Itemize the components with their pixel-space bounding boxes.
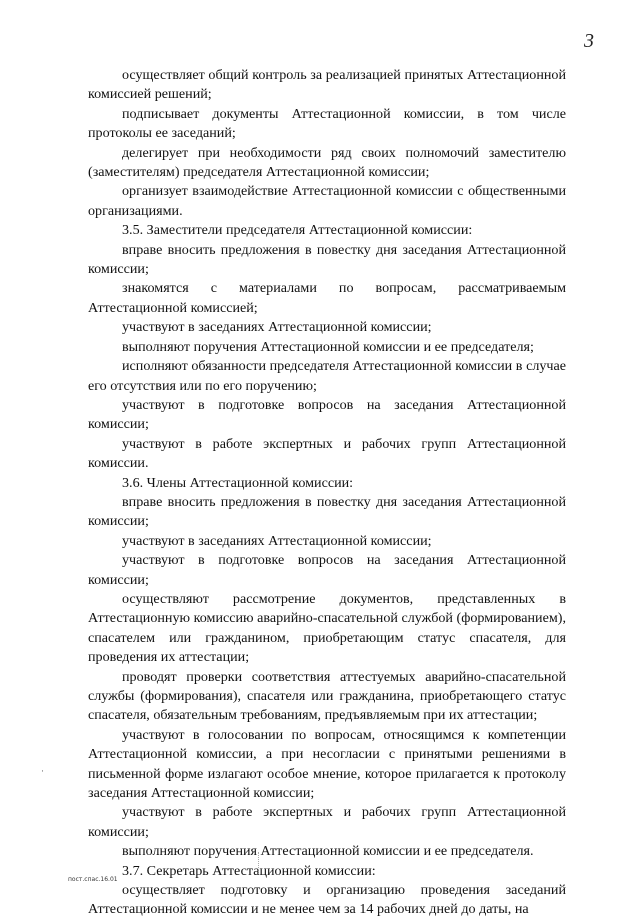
section-heading: 3.6. Члены Аттестационной комиссии: [122, 474, 354, 491]
paragraph: участвуют в работе экспертных и рабочих групп Аттестационной комиссии; [88, 804, 566, 840]
footer-code: пост.спас.16.01 [68, 876, 118, 883]
paragraph: вправе вносить предложения в повестку дня заседания Аттестационной комиссии; [88, 241, 566, 278]
paragraph: осуществляет общий контроль за реализацией принятых Аттестационной комиссией решений; [88, 67, 566, 103]
paragraph: проводят проверки соответствия аттестуемых аварийно-спасательной службы (формирования), спасателя или гражданина, приобретающего статус спасателя, обязательным требованиям, предъявляемым при их аттестации; [88, 668, 566, 724]
paragraph: участвуют в заседаниях Аттестационной комиссии; [122, 532, 432, 549]
paragraph: участвуют в подготовке вопросов на заседания Аттестационной комиссии; [88, 552, 566, 588]
document-body [88, 66, 566, 920]
paragraph: осуществляет подготовку и организацию проведения заседаний Аттестационной комиссии и не менее чем за 14 рабочих дней до даты, на [88, 882, 566, 918]
scan-speck: · [41, 766, 44, 776]
paragraph: осуществляют рассмотрение документов, представленных в Аттестационную комиссию аварийно-спасательной службой (формированием), спасателем или гражданином, приобретающим статус спасателя, для проведения их аттестации; [88, 590, 566, 666]
paragraph: участвуют в подготовке вопросов на заседания Аттестационной комиссии; [88, 396, 566, 433]
paragraph: участвуют в голосовании по вопросам, относящимся к компетенции Аттестационной комиссии, а при несогласии с принятыми решениями в письменной форме излагают особое мнение, которое прилагается к протоколу заседания Аттестационной комиссии; [88, 726, 566, 802]
paragraph: выполняют поручения Аттестационной комиссии и ее председателя; [122, 338, 534, 355]
paragraph: подписывает документы Аттестационной комиссии, в том числе протоколы ее заседаний; [88, 105, 566, 142]
paragraph: участвуют в заседаниях Аттестационной комиссии; [122, 319, 432, 336]
paragraph: знакомятся с материалами по вопросам, рассматриваемым Аттестационной комиссией; [88, 280, 566, 316]
paragraph: участвуют в работе экспертных и рабочих групп Аттестационной комиссии. [88, 435, 566, 472]
section-heading: 3.5. Заместители председателя Аттестационной комиссии: [122, 222, 473, 239]
section-heading: 3.7. Секретарь Аттестационной комиссии: [122, 862, 376, 879]
paragraph: исполняют обязанности председателя Аттестационной комиссии в случае его отсутствия или по его поручению; [88, 358, 566, 394]
paragraph: вправе вносить предложения в повестку дня заседания Аттестационной комиссии; [88, 493, 566, 530]
scan-crease [258, 852, 260, 874]
page-number: 3 [584, 30, 594, 52]
paragraph: делегирует при необходимости ряд своих полномочий заместителю (заместителям) председателя Аттестационной комиссии; [88, 144, 566, 181]
paragraph: организует взаимодействие Аттестационной комиссии с общественными организациями. [88, 183, 566, 219]
paragraph: выполняют поручения Аттестационной комиссии и ее председателя. [122, 843, 534, 860]
